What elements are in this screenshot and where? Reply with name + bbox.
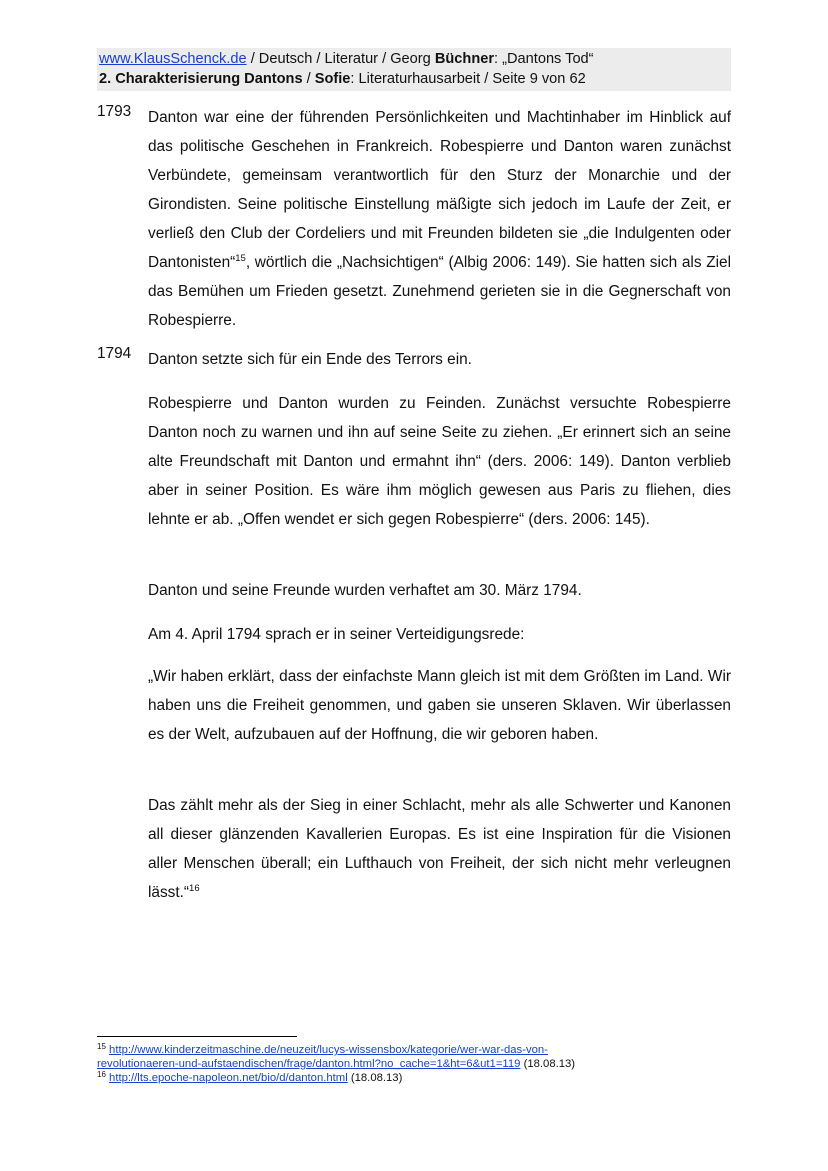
footnote-15-link-cont[interactable]: revolutionaeren-und-aufstaendischen/frage/danton.html?no_cache=1&ht=6&ut1=119 [97, 1058, 521, 1070]
header-student: Sofie [314, 71, 351, 87]
header-line-1 [99, 49, 729, 69]
entry-year: 1793 [97, 103, 132, 120]
header-chapter: 2. Charakterisierung Dantons [99, 71, 303, 87]
footnote-16: $^{16}$ http://lts.epoche-napoleon.net/bio/d/danton.html (18.08.13) [97, 1070, 403, 1084]
entry-text: Danton setzte sich für ein Ende des Terrors ein. [148, 351, 472, 368]
footnote-16-link[interactable]: http://lts.epoche-napoleon.net/bio/d/danton.html [109, 1072, 348, 1084]
entry-text: Danton war eine der führenden Persönlichkeiten und Machtinhaber im Hinblick auf das politische Geschehen in Frankreich. Robespierre und Danton waren zunächst Verbündete, gemeinsam verantwortlich für den Sturz der Monarchie und der Girondisten. Seine politische Einstellung mäßigte sich jedoch im Laufe der Zeit, er verließ den Club der Cordeliers und mit Freunden bildeten sie „die Indulgenten oder Dantonisten“$^{15}$, wörtlich die „Nachsichtigen“ (Albig 2006: 149). Sie hatten sich als Ziel das Bemühen um Frieden gesetzt. Zunehmend gerieten sie in die Gegnerschaft von Robespierre. [148, 109, 731, 329]
footnote-divider [97, 1036, 297, 1037]
header-page-info: : Literaturhausarbeit / Seite 9 von 62 [350, 71, 586, 87]
quote-part-1: „Wir haben erklärt, dass der einfachste Mann gleich ist mit dem Größten im Land. Wir haben uns die Freiheit genommen, und gaben sie unseren Sklaven. Wir überlassen es der Welt, aufzubauen auf der Hoffnung, die wir geboren haben. [148, 668, 731, 743]
footnote-ref-15[interactable]: 15 [235, 253, 246, 264]
footnote-15-link[interactable]: http://www.kinderzeitmaschine.de/neuzeit/lucys-wissensbox/kategorie/wer-war-das-von- [109, 1044, 548, 1056]
header-path: / Deutsch / Literatur / Georg [246, 51, 435, 67]
paragraph-arrest: Danton und seine Freunde wurden verhaftet am 30. März 1794. [148, 582, 582, 599]
header-line-2: 2. Charakterisierung Dantons / Sofie: Literaturhausarbeit / Seite 9 von 62 [99, 71, 586, 87]
quote-part-2: Das zählt mehr als der Sieg in einer Schlacht, mehr als alle Schwerter und Kanonen all dieser glänzenden Kavallerien Europas. Es ist eine Inspiration für die Visionen aller Menschen überall; ein Lufthauch von Freiheit, der sich nicht mehr verleugnen lässt.“$^{16}$ [148, 797, 731, 901]
header-author: Büchner [434, 51, 495, 67]
site-link[interactable]: www.KlausSchenck.de [99, 51, 247, 67]
page-header [97, 48, 731, 91]
paragraph-speech-intro: Am 4. April 1794 sprach er in seiner Verteidigungsrede: [148, 626, 525, 643]
footnote-15: $^{15}$ http://www.kinderzeitmaschine.de/neuzeit/lucys-wissensbox/kategorie/wer-war-das-von- revolutionaeren-und-aufstaendischen/frage/danton.html?no_cache=1&ht=6&ut1=119 (18.08.13) [97, 1042, 576, 1070]
footnote-ref-16[interactable]: 16 [189, 883, 200, 894]
entry-year: 1794 [97, 345, 132, 362]
entry-1793 [97, 103, 731, 335]
paragraph-enmity: Robespierre und Danton wurden zu Feinden. Zunächst versuchte Robespierre Danton noch zu warnen und ihn auf seine Seite zu ziehen. „Er erinnert sich an seine alte Freundschaft mit Danton und ermahnt ihn“ (ders. 2006: 149). Danton verblieb aber in seiner Position. Es wäre ihm möglich gewesen aus Paris zu fliehen, dies lehnte er ab. „Offen wendet er sich gegen Robespierre“ (ders. 2006: 145). [148, 395, 731, 528]
entry-1794 [97, 345, 731, 374]
header-title: : „Dantons Tod“ [494, 51, 594, 67]
footnotes [97, 1043, 737, 1085]
